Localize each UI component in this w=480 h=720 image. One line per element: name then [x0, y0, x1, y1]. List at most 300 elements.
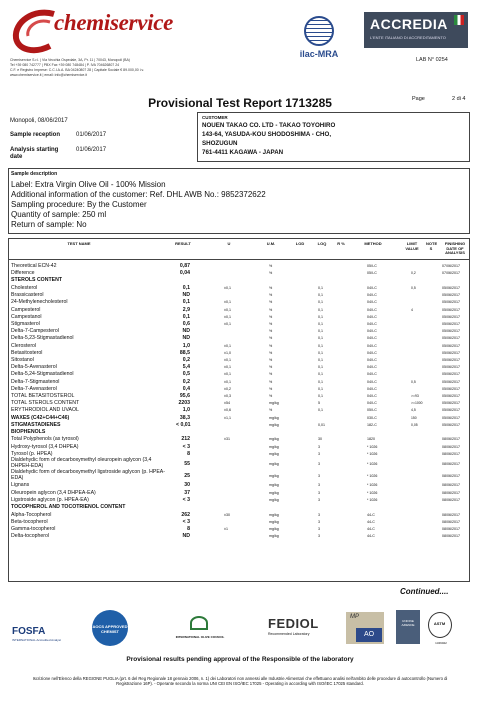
finishing-date-value: 05/06/2017 [442, 365, 460, 370]
result-value: 1,0 [182, 342, 190, 349]
finishing-date-value: 08/06/2017 [442, 474, 460, 479]
finishing-date-value: 05/06/2017 [442, 379, 460, 384]
uncertainty-value: ±30 [224, 512, 230, 517]
pending-approval-notice: Provisional results pending approval of the Responsible of the laboratory [126, 656, 354, 663]
unit-value: mg/kg [269, 483, 279, 488]
method-value: 05/I-C [367, 408, 377, 413]
unit-value: % [269, 372, 273, 377]
olive-council-icon [190, 616, 208, 630]
table-row [9, 458, 469, 470]
loq-value: 0,1 [318, 343, 323, 348]
table-row [9, 364, 469, 371]
unit-value: % [269, 357, 273, 362]
unit-value: mg/kg [269, 474, 279, 479]
test-name: Total Polyphenols (as tyrosol) [11, 436, 79, 443]
loq-value: 0,1 [318, 408, 323, 413]
report-header [0, 0, 480, 100]
italy-flag-icon [454, 15, 464, 25]
ilac-mra-logo [288, 16, 350, 64]
loq-value: 3 [318, 483, 320, 488]
result-value: 30 [184, 482, 190, 489]
result-value: 8 [187, 450, 190, 457]
unit-value: % [269, 307, 273, 312]
unit-value: % [269, 271, 273, 276]
finishing-date-value: 05/06/2017 [442, 401, 460, 406]
uncertainty-value: ±31 [224, 437, 230, 442]
loq-value: 3 [318, 451, 320, 456]
loq-value: 0,1 [318, 300, 323, 305]
results-table [8, 238, 470, 582]
test-name: Lignans [11, 482, 30, 489]
result-value: 88,5 [179, 349, 190, 356]
uncertainty-value: ±0,1 [224, 372, 231, 377]
finishing-date-value: 07/06/2017 [442, 271, 460, 276]
finishing-date-value: 08/06/2017 [442, 534, 460, 539]
result-value: 0,1 [182, 284, 190, 291]
finishing-date-value: 05/06/2017 [442, 350, 460, 355]
address-line: C.F. e Registro Imprese: C.C.I.A.A. BA 04240807 28 | Capitale Sociale € 89.000,00 i.v. [10, 68, 144, 72]
method-value: 1820 [367, 437, 375, 442]
brand-name: chemiservice [54, 10, 174, 35]
finishing-date-value: 05/06/2017 [442, 393, 460, 398]
test-name: Campesterol [11, 306, 41, 313]
table-row [9, 285, 469, 292]
result-value: ND [182, 292, 190, 299]
uncertainty-value: ±0,1 [224, 357, 231, 362]
test-name: Theoretical ECN-42 [11, 263, 57, 269]
finishing-date-value: 05/06/2017 [442, 293, 460, 298]
loq-value: 0,1 [318, 365, 323, 370]
fediol-logo [262, 616, 326, 646]
method-value: * 1026 [367, 490, 378, 495]
table-row [9, 482, 469, 489]
test-name: Clerosterol [11, 342, 37, 349]
method-value: * 1026 [367, 444, 378, 449]
uncertainty-value: ±0,1 [224, 300, 231, 305]
uncertainty-value: ±0,1 [224, 365, 231, 370]
finishing-date-value: 08/06/2017 [442, 512, 460, 517]
result-value: 0,5 [182, 371, 190, 378]
finishing-date-value: 07/06/2017 [442, 264, 460, 268]
method-value: 44-C [367, 526, 375, 531]
finishing-date-value: 05/06/2017 [442, 329, 460, 334]
sample-reception-label: Sample reception [10, 132, 61, 138]
loq-value: 3 [318, 519, 320, 524]
test-name: Betasitosterol [11, 349, 43, 356]
result-value: 0,2 [182, 356, 190, 363]
finishing-date-value: 05/06/2017 [442, 300, 460, 305]
table-row [9, 343, 469, 350]
fosfa-name: FOSFA [12, 626, 46, 637]
report-title: Provisional Test Report 1713285 [148, 96, 332, 110]
method-value: 04/I-C [367, 314, 377, 319]
finishing-date-value: 05/06/2017 [442, 386, 460, 391]
table-row [9, 393, 469, 400]
result-value: ND [182, 335, 190, 342]
unit-value: % [269, 264, 273, 268]
loq-value: 3 [318, 497, 320, 502]
table-row [9, 292, 469, 299]
col-header-method: METHOD [364, 241, 382, 246]
fediol-subtitle: Recommended Laboratory [268, 632, 310, 636]
unit-value: mg/kg [269, 401, 279, 406]
test-name: Brassicasterol [11, 292, 44, 299]
cert-number: 1349022 [435, 641, 447, 645]
page-number: 2 di 4 [452, 96, 466, 102]
accredia-logo [364, 12, 468, 48]
address-line: www.chemiservice.it | email: info@chemiservice.it [10, 73, 88, 77]
unit-value: mg/kg [269, 437, 279, 442]
result-value: 2,9 [182, 306, 190, 313]
result-value: 0,1 [182, 313, 190, 320]
continued-note: Continued.... [400, 587, 449, 596]
result-value: 8 [187, 525, 190, 532]
test-name: TOTAL STEROLS CONTENT [11, 400, 80, 407]
limit-value: 0,5 [411, 379, 416, 384]
col-header-u: U [227, 241, 231, 246]
sample-line: Quantity of sample: 250 ml [11, 210, 107, 219]
aocs-logo [92, 610, 128, 646]
test-name: Delta-5-Avenasterol [11, 364, 57, 371]
col-header-um: U.M. [266, 241, 276, 246]
method-value: 04/I-C [367, 379, 377, 384]
section-title: STEROLS CONTENT [11, 277, 63, 284]
method-value: 04/I-C [367, 300, 377, 305]
result-value: ND [182, 533, 190, 540]
loq-value: 0,1 [318, 393, 323, 398]
uncertainty-value: ±1 [224, 526, 228, 531]
analysis-start-value: 01/06/2017 [76, 147, 107, 153]
finishing-date-value: 08/06/2017 [442, 490, 460, 495]
finishing-date-value: 05/06/2017 [442, 307, 460, 312]
method-value: 04/I-C [367, 293, 377, 298]
test-name: Tyrosol (p. HPEA) [11, 450, 53, 457]
section-title: TOCOPHEROL AND TOCOTRIENOL CONTENT [11, 504, 126, 510]
result-value: 0,87 [179, 263, 190, 269]
table-row [9, 299, 469, 306]
finishing-date-value: 05/06/2017 [442, 408, 460, 413]
accreditation-logos [0, 606, 480, 654]
table-row [9, 335, 469, 342]
chemiservice-logo-icon [10, 8, 60, 56]
result-value: < 3 [182, 496, 190, 503]
unit-value: mg/kg [269, 451, 279, 456]
loq-value: 0,1 [318, 314, 323, 319]
unit-value: mg/kg [269, 422, 279, 427]
uncertainty-value: ±0,3 [224, 393, 231, 398]
finishing-date-value: 05/06/2017 [442, 343, 460, 348]
finishing-date-value: 05/06/2017 [442, 422, 460, 427]
loq-value: 3 [318, 534, 320, 539]
unit-value: mg/kg [269, 490, 279, 495]
loq-value: 3 [318, 526, 320, 531]
method-value: 05/I-C [367, 271, 377, 276]
table-row [9, 526, 469, 533]
test-name: Delta-7-Stigmastenol [11, 378, 60, 385]
method-value: 04/I-C [367, 372, 377, 377]
result-value: 0,6 [182, 320, 190, 327]
loq-value: 0,1 [318, 372, 323, 377]
limit-value: 4,5 [411, 408, 416, 413]
finishing-date-value: 05/06/2017 [442, 321, 460, 326]
test-name: STIGMASTADIENES [11, 421, 61, 428]
table-row [9, 415, 469, 422]
unit-value: % [269, 285, 273, 290]
analysis-start-label: Analysis starting date [10, 147, 59, 160]
table-row [9, 422, 469, 429]
test-name: Delta-7-Avenasterol [11, 385, 57, 392]
loq-value: 3 [318, 474, 320, 479]
fosfa-logo [12, 614, 62, 644]
section-title: BIOPHENOLS [11, 428, 46, 435]
test-name: Delta-5,24-Stigmastadienol [11, 371, 74, 378]
loq-value: 0,1 [318, 386, 323, 391]
test-name: Delta-tocopherol [11, 533, 50, 540]
limit-value: 4 [411, 307, 413, 312]
result-value: 37 [184, 489, 190, 496]
loq-value: 0,1 [318, 293, 323, 298]
loq-value: 3 [318, 462, 320, 466]
uncertainty-value: ±0,1 [224, 321, 231, 326]
finishing-date-value: 05/06/2017 [442, 415, 460, 420]
table-row [9, 533, 469, 540]
finishing-date-value: 08/06/2017 [442, 437, 460, 442]
ioc-logo [170, 616, 230, 646]
result-value: 25 [184, 473, 190, 480]
method-value: 04/I-C [367, 357, 377, 362]
method-value: 182-C [367, 422, 377, 427]
test-name: Ligstroside aglycon (p. HPEA-EA) [11, 496, 89, 503]
table-row [9, 444, 469, 451]
address-line: Tel +39 080 742777 | PBX Fax +39 080 748484 | P. IVA 704626807 24 [10, 63, 120, 67]
method-value: 04/I-C [367, 365, 377, 370]
loq-value: 3 [318, 444, 320, 449]
finishing-date-value: 05/06/2017 [442, 357, 460, 362]
result-value: 2203 [178, 400, 190, 407]
unit-value: % [269, 379, 273, 384]
sample-description-box [8, 168, 470, 234]
loq-value: 0,1 [318, 329, 323, 334]
sample-line: Label: Extra Virgin Olive Oil - 100% Mission [11, 180, 166, 189]
finishing-date-value: 08/06/2017 [442, 444, 460, 449]
finishing-date-value: 08/06/2017 [442, 519, 460, 524]
result-value: 0,04 [179, 270, 190, 277]
finishing-date-value: 08/06/2017 [442, 483, 460, 488]
unit-value: % [269, 365, 273, 370]
test-name: Sitostanol [11, 356, 34, 363]
mp-logo [346, 612, 384, 644]
union-label: UNIONE AZIENDE [401, 619, 415, 627]
result-value: 0,2 [182, 378, 190, 385]
method-value: * 1026 [367, 483, 378, 488]
method-value: 04/I-C [367, 401, 377, 406]
fediol-name: FEDIOL [268, 616, 319, 631]
page-label: Page [412, 96, 425, 102]
finishing-date-value: 08/06/2017 [442, 526, 460, 531]
company-address [10, 58, 210, 78]
uncertainty-value: ±0,1 [224, 379, 231, 384]
finishing-date-value: 05/06/2017 [442, 372, 460, 377]
sample-reception-value: 01/06/2017 [76, 132, 107, 138]
method-value: 04/I-C [367, 329, 377, 334]
table-row [9, 490, 469, 497]
method-value: * 1026 [367, 462, 378, 466]
test-name: 24-Methylenecholesterol [11, 299, 68, 306]
method-value: 05/I-C [367, 264, 377, 268]
table-row [9, 436, 469, 443]
method-value: * 1026 [367, 474, 378, 479]
method-value: 030-C [367, 415, 377, 420]
table-row [9, 386, 469, 393]
result-value: 0,1 [182, 299, 190, 306]
result-value: 262 [181, 511, 190, 518]
customer-box [197, 112, 470, 162]
method-value: 04/I-C [367, 321, 377, 326]
accredia-name: ACCREDIA [370, 16, 448, 32]
col-header-lod: LOD [295, 241, 305, 246]
table-row [9, 519, 469, 526]
test-name: WAXES (C42+C44+C46) [11, 414, 70, 421]
test-name: Beta-tocopherol [11, 518, 48, 525]
table-row [9, 328, 469, 335]
customer-line: 761-4411 KAGAWA - JAPAN [202, 149, 284, 156]
table-row [9, 314, 469, 321]
table-row [9, 263, 469, 270]
header-divider [9, 259, 469, 260]
unit-value: mg/kg [269, 519, 279, 524]
uncertainty-value: ±0,1 [224, 343, 231, 348]
unit-value: % [269, 393, 273, 398]
col-header-result: RESULT [175, 241, 191, 246]
lab-number: LAB N° 0254 [416, 57, 448, 63]
uncertainty-value: ±0,2 [224, 386, 231, 391]
loq-value: 0,1 [318, 307, 323, 312]
test-name: Stigmasterol [11, 320, 40, 327]
loq-value: 0,1 [318, 285, 323, 290]
mp-label: MP [350, 614, 359, 620]
customer-line: NOUEN TAKAO CO. LTD - TAKAO TOYOHIRO [202, 122, 336, 129]
table-row [9, 512, 469, 519]
test-name: Hydroxy-tyrosol (3,4 DHPEA) [11, 443, 79, 450]
aocs-label: AOCS APPROVED CHEMIST [92, 624, 128, 634]
test-name: Difference [11, 270, 35, 277]
finishing-date-value: 05/06/2017 [442, 336, 460, 341]
union-logo [396, 610, 420, 644]
globe-icon [304, 16, 334, 46]
limit-value: 150 [411, 415, 417, 420]
fosfa-subtitle: INTERNATIONAL Accredited Analyst [12, 638, 62, 642]
method-value: 44-C [367, 512, 375, 517]
col-header-finishing-date: FINISHING DATE OF ANALYSIS [444, 241, 466, 255]
unit-value: % [269, 336, 273, 341]
unit-value: mg/kg [269, 534, 279, 539]
method-value: * 1026 [367, 451, 378, 456]
result-value: ND [182, 328, 190, 335]
test-name: Oleuropein aglycon (3,4 DHPEA-EA) [11, 489, 96, 496]
unit-value: mg/kg [269, 497, 279, 502]
col-header-r: R % [337, 241, 345, 246]
unit-value: % [269, 314, 273, 319]
unit-value: % [269, 329, 273, 334]
sample-heading: Sample description [11, 171, 58, 177]
table-row [9, 270, 469, 277]
method-value: 04/I-C [367, 393, 377, 398]
method-value: 04/I-C [367, 343, 377, 348]
unit-value: mg/kg [269, 444, 279, 449]
method-value: 04/I-C [367, 386, 377, 391]
method-value: 04/I-C [367, 336, 377, 341]
uncertainty-value: ±0,1 [224, 314, 231, 319]
location-date: Monopoli, 08/06/2017 [10, 118, 68, 124]
loq-value: 30 [318, 437, 322, 442]
footer-note: Iscrizione nell'Elenco della REGIONE PUGLIA (prt. 6 del Reg Regionale 18 gennaio 2006, n. 1) dei Laboratori non annessi alle Industrie Alimentari che effettuano analisi nell'ambito delle procedure di autocontrollo (Numero di Registrazione 16P). - Operante secondo la norma UNI CEI EN ISO/IEC 17025 - Operating in according with ISO/IEC 17025 standard. [32, 676, 448, 687]
test-name: Delta-5,23-Stigmastadienol [11, 335, 74, 342]
method-value: 04/I-C [367, 350, 377, 355]
loq-value: 0,01 [318, 422, 325, 427]
result-value: 212 [181, 436, 190, 443]
result-value: < 3 [182, 518, 190, 525]
test-name: Alpha-Tocopherol [11, 511, 52, 518]
col-header-test-name: TEST NAME [67, 241, 91, 246]
loq-value: 3 [318, 490, 320, 495]
limit-value: 0,05 [411, 422, 418, 427]
finishing-date-value: 08/06/2017 [442, 451, 460, 456]
loq-value: 0,1 [318, 379, 323, 384]
unit-value: mg/kg [269, 512, 279, 517]
test-name: Delta-7-Campesterol [11, 328, 59, 335]
test-name: ERYTHRODIOL AND UVAOL [11, 407, 79, 414]
uncertainty-value: ±1,1 [224, 415, 231, 420]
method-value: 04/I-C [367, 285, 377, 290]
method-value: 04/I-C [367, 307, 377, 312]
uncertainty-value: ±1,0 [224, 350, 231, 355]
unit-value: mg/kg [269, 462, 279, 466]
unit-value: % [269, 343, 273, 348]
result-value: 55 [184, 461, 190, 467]
uncertainty-value: ±54 [224, 401, 230, 406]
unit-value: % [269, 300, 273, 305]
unit-value: % [269, 293, 273, 298]
loq-value: 5 [318, 401, 320, 406]
table-row [9, 407, 469, 414]
result-value: < 3 [182, 443, 190, 450]
loq-value: 0,1 [318, 336, 323, 341]
loq-value: 0,1 [318, 350, 323, 355]
certification-seal [428, 612, 452, 645]
limit-value: 0,2 [411, 271, 416, 276]
table-section-header [9, 277, 469, 284]
result-value: 0,4 [182, 385, 190, 392]
finishing-date-value: 08/06/2017 [442, 497, 460, 502]
result-value: 1,0 [182, 407, 190, 414]
customer-line: 143-64, YASUDA-KOU SHODOSHIMA - CHO, [202, 131, 332, 138]
table-row [9, 321, 469, 328]
table-row [9, 371, 469, 378]
unit-value: % [269, 408, 273, 413]
customer-line: SHOZUGUN [202, 140, 238, 147]
col-header-limit: LIMIT VALUE [405, 241, 419, 251]
sample-line: Sampling procedure: By the Customer [11, 200, 147, 209]
cert-label: ASTM [433, 621, 446, 626]
table-row [9, 497, 469, 504]
table-row [9, 470, 469, 482]
test-name: Campestanol [11, 313, 42, 320]
table-section-header [9, 429, 469, 436]
method-value: 44-C [367, 519, 375, 524]
limit-value: 0,5 [411, 285, 416, 290]
unit-value: % [269, 321, 273, 326]
uncertainty-value: ±0,1 [224, 285, 231, 290]
